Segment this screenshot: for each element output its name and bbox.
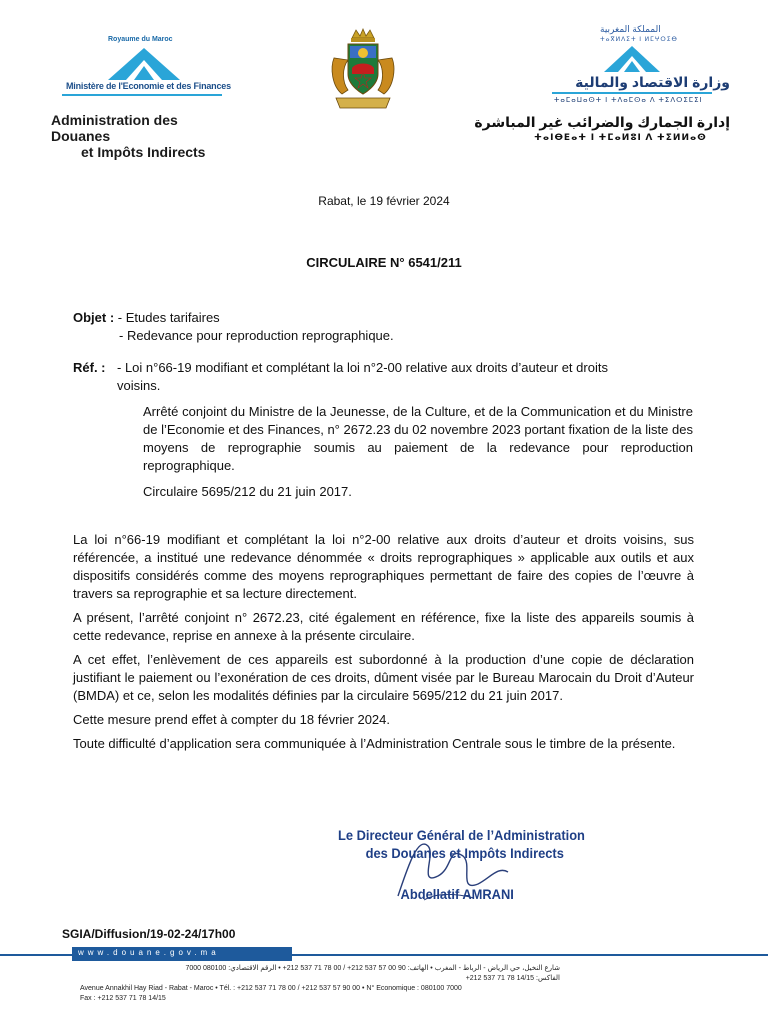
paragraph-2: A présent, l’arrêté conjoint n° 2672.23, cité également en référence, fixe la liste des appareils soumis à cette redevance, reprise en annexe à la présente circulaire. bbox=[73, 610, 694, 643]
ref-line-1 bbox=[73, 359, 693, 377]
circular-title: CIRCULAIRE N° 6541/211 bbox=[306, 255, 462, 270]
logo-org-name bbox=[51, 112, 238, 160]
logo-ministry-arabic: وزارة الاقتصاد والمالية bbox=[575, 74, 730, 90]
customs-logo-right bbox=[474, 24, 740, 149]
footer-line-french: Avenue Annakhil Hay Riad - Rabat - Maroc • Tél. : +212 537 71 78 00 / +212 537 57 90 00 • N° Economique : 080100 7000 bbox=[80, 985, 462, 992]
ref-item-2: Arrêté conjoint du Ministre de la Jeunesse, de la Culture, et de la Communication et du Ministre de l’Economie et des Finances, n° 2672.23 du 02 novembre 2023 portant fixation de la liste des moyens de reprographie soumis au paiement de la redevance pour reproduction reprographique. bbox=[143, 404, 693, 473]
paragraph-3: A cet effet, l’enlèvement de ces appareils est subordonné à la production d’une copie de déclaration justifiant le paiement ou l’exonération de ces droits, dûment visée par le Bureau Marocain du Droit d’Auteur (BMDA) et ce, selon les modalités définies par la circulaire 5695/212 du 21 juin 2017. bbox=[73, 652, 694, 703]
objet-item-2: - Redevance pour reproduction reprographique. bbox=[119, 328, 394, 343]
coat-of-arms-icon bbox=[328, 28, 398, 110]
signatory-name: Abdellatif AMRANI bbox=[400, 886, 514, 902]
triangle-emblem-icon bbox=[602, 44, 662, 74]
objet-block bbox=[73, 309, 693, 345]
paragraph-5: Toute difficulté d’application sera communiquée à l’Administration Centrale sous le timbre de la présente. bbox=[73, 736, 676, 751]
ref-item-3: Circulaire 5695/212 du 21 juin 2017. bbox=[143, 484, 352, 499]
reference-block bbox=[73, 359, 693, 501]
logo-kingdom-text: Royaume du Maroc bbox=[108, 36, 173, 43]
footer-contact bbox=[80, 964, 560, 1004]
signatory-title-line1: Le Directeur Général de l’Administration bbox=[338, 827, 585, 843]
logo-org-line1: Administration des Douanes bbox=[51, 112, 178, 144]
logo-org-arabic: إدارة الجمارك والضرائب غير المباشرة bbox=[474, 114, 730, 130]
footer-line-arabic: شارع النخيل، حي الرياض - الرباط - المغرب • الهاتف: 90 00 57 537 212+ / 00 78 71 537 212+ • الرقم الاقتصادي: 080100 7000 bbox=[185, 965, 560, 972]
footer-band bbox=[0, 947, 768, 961]
ref-label: Réf. : bbox=[73, 360, 106, 375]
signatory-title-line2: des Douanes et Impôts Indirects bbox=[365, 845, 564, 861]
objet-item-1: - Etudes tarifaires bbox=[117, 310, 220, 325]
logo-rule bbox=[62, 94, 222, 96]
triangle-emblem-icon bbox=[106, 46, 182, 82]
diffusion-reference: SGIA/Diffusion/19-02-24/17h00 bbox=[62, 927, 236, 941]
footer-line-fax: Fax : +212 537 71 78 14/15 bbox=[80, 995, 166, 1002]
place-date: Rabat, le 19 février 2024 bbox=[318, 194, 450, 208]
customs-logo-left bbox=[48, 34, 238, 160]
signatory-title bbox=[338, 826, 596, 862]
footer-rule-left bbox=[0, 954, 72, 956]
logo-ministry-text: Ministère de l'Economie et des Finances bbox=[66, 81, 231, 91]
logo-kingdom-arabic: المملكة المغربية bbox=[600, 24, 661, 34]
paragraph-1: La loi n°66-19 modifiant et complétant la loi n°2-00 relative aux droits d’auteur et droits voisins, sus référencée, a institué une redevance dénommée « droits reprographiques » applicable aux outils et aux dispositifs considérés comme des moyens reprographiques permettant de faire des copies de l’œuvre à travers sa reprographie et sa lecture directement. bbox=[73, 532, 694, 601]
ref-item-1-cont: voisins. bbox=[117, 378, 161, 393]
objet-line-1 bbox=[73, 309, 693, 327]
logo-ministry-tifinagh: ⵜⴰⵎⴰⵡⴰⵙⵜ ⵏ ⵜⴷⴰⵎⵙⴰ ⴷ ⵜⵉⴷⵔⵉⵎⵉⵏ bbox=[554, 97, 703, 104]
footer-line-arabic-fax: الفاكس: 14/15 78 71 537 212+ bbox=[465, 975, 560, 982]
signature-block bbox=[338, 826, 618, 902]
ref-item-1: - Loi n°66-19 modifiant et complétant la loi n°2-00 relative aux droits d’auteur et droits bbox=[117, 360, 608, 375]
footer-url: www.douane.gov.ma bbox=[78, 948, 220, 957]
body-text bbox=[73, 531, 694, 759]
logo-kingdom-tifinagh: ⵜⴰⴳⵍⴷⵉⵜ ⵏ ⵍⵎⵖⵔⵉⴱ bbox=[600, 37, 678, 43]
logo-rule bbox=[552, 92, 712, 94]
objet-label: Objet : bbox=[73, 310, 115, 325]
logo-org-line2: et Impôts Indirects bbox=[81, 144, 206, 160]
logo-org-tifinagh: ⵜⴰⵏⴱⴹⴰⵜ ⵏ ⵜⵎⴰⵍⵓⵏ ⴷ ⵜⵉⵍⵍⴰⵙ bbox=[534, 132, 707, 142]
paragraph-4: Cette mesure prend effet à compter du 18 février 2024. bbox=[73, 712, 390, 727]
footer-rule-right bbox=[292, 954, 768, 956]
